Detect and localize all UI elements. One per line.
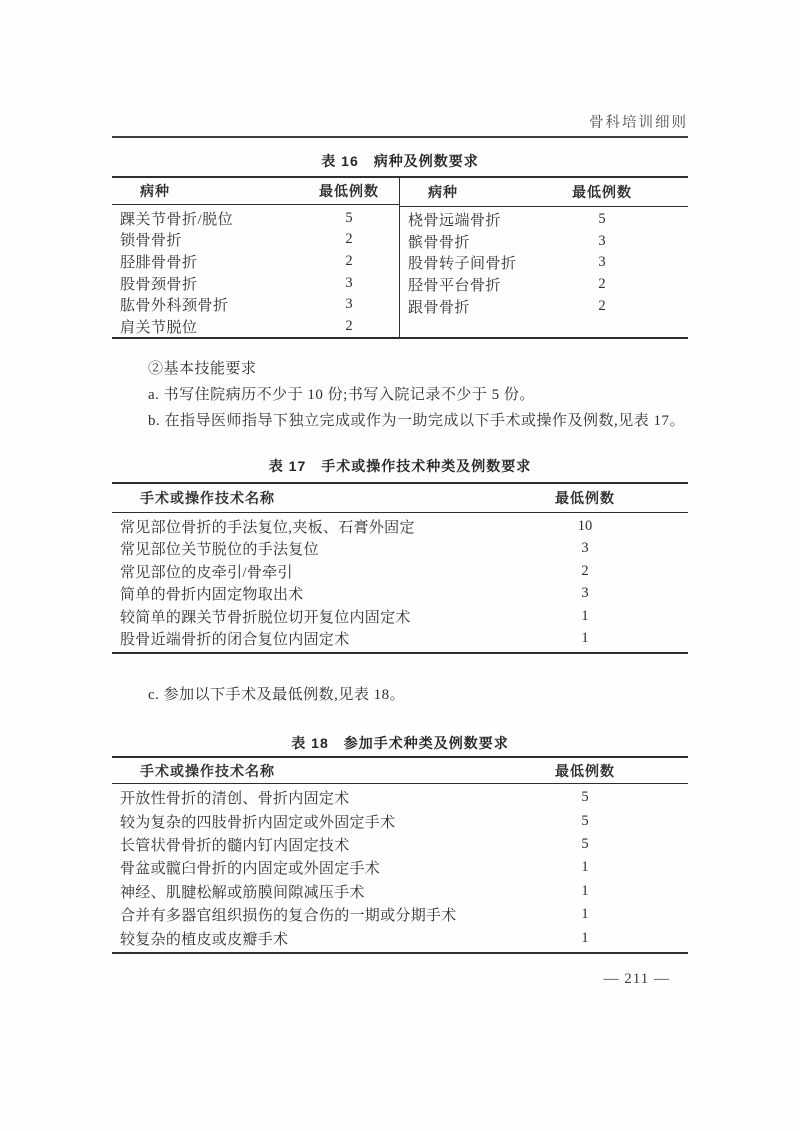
min-cases-value: 3 xyxy=(345,274,353,291)
min-cases-value: 2 xyxy=(581,562,589,579)
operation-name: 较简单的踝关节骨折脱位切开复位内固定术 xyxy=(120,609,411,626)
table-row xyxy=(112,560,688,583)
note-item-c: c. 参加以下手术及最低例数,见表 18。 xyxy=(148,687,406,703)
min-cases-value: 3 xyxy=(581,540,589,557)
disease-name: 踝关节骨折/脱位 xyxy=(120,211,234,228)
table-row xyxy=(112,229,399,251)
column-header-min-cases: 最低例数 xyxy=(555,762,615,779)
min-cases-value: 2 xyxy=(598,297,606,314)
table16-right-half xyxy=(400,178,688,337)
table-row xyxy=(112,272,399,294)
operation-name: 合并有多器官组织损伤的复合伤的一期或分期手术 xyxy=(120,908,457,925)
min-cases-value: 5 xyxy=(581,812,589,829)
table-row xyxy=(112,251,399,273)
min-cases-value: 5 xyxy=(345,209,353,226)
table18-rows xyxy=(112,784,688,952)
min-cases-value: 2 xyxy=(598,276,606,293)
table-row xyxy=(400,209,688,231)
table-row xyxy=(112,294,399,316)
table17-header xyxy=(112,484,688,513)
column-header-min-cases: 最低例数 xyxy=(319,183,379,200)
operation-name: 骨盆或髋臼骨折的内固定或外固定手术 xyxy=(120,861,381,878)
operation-name: 开放性骨折的清创、骨折内固定术 xyxy=(120,791,350,808)
disease-name: 肱骨外科颈骨折 xyxy=(120,298,229,315)
table-row xyxy=(400,274,688,296)
note-item-a: a. 书写住院病历不少于 10 份;书写入院记录不少于 5 份。 xyxy=(148,386,535,403)
table-row xyxy=(112,833,688,856)
table-row xyxy=(112,903,688,926)
operation-name: 常见部位骨折的手法复位,夹板、石膏外固定 xyxy=(120,519,415,536)
table-row xyxy=(112,880,688,903)
page-number: — 211 — xyxy=(603,971,670,987)
min-cases-value: 1 xyxy=(581,630,589,647)
table16-title: 表 16 病种及例数要求 xyxy=(321,153,479,169)
disease-name: 桡骨远端骨折 xyxy=(408,213,502,230)
disease-name: 跟骨骨折 xyxy=(408,299,471,316)
operation-name: 长管状骨骨折的髓内钉内固定技术 xyxy=(120,838,350,855)
header-rule xyxy=(112,136,688,138)
min-cases-value: 5 xyxy=(581,789,589,806)
table-row xyxy=(112,856,688,879)
min-cases-value: 3 xyxy=(581,585,589,602)
table16 xyxy=(112,176,688,339)
min-cases-value: 2 xyxy=(345,231,353,248)
column-header-min-cases: 最低例数 xyxy=(572,184,632,200)
operation-name: 股骨近端骨折的闭合复位内固定术 xyxy=(120,632,350,649)
disease-name: 髌骨骨折 xyxy=(408,234,471,251)
table16-left-rows xyxy=(112,205,399,337)
min-cases-value: 1 xyxy=(581,882,589,899)
note-heading-basic-skills: ②基本技能要求 xyxy=(148,361,257,377)
min-cases-value: 2 xyxy=(345,317,353,334)
min-cases-value: 3 xyxy=(598,232,606,249)
min-cases-value: 3 xyxy=(345,296,353,313)
table16-left-half xyxy=(112,178,400,337)
min-cases-value: 5 xyxy=(598,211,606,228)
disease-name: 肩关节脱位 xyxy=(120,319,198,336)
min-cases-value: 1 xyxy=(581,607,589,624)
operation-name: 较复杂的植皮或皮瓣手术 xyxy=(120,931,289,948)
running-head: 骨科培训细则 xyxy=(589,115,688,131)
min-cases-value: 1 xyxy=(581,929,589,946)
table-row xyxy=(112,786,688,809)
column-header-disease: 病种 xyxy=(428,184,458,200)
table-row xyxy=(400,231,688,253)
column-header-operation-name: 手术或操作技术名称 xyxy=(140,762,275,779)
min-cases-value: 1 xyxy=(581,906,589,923)
table-row xyxy=(400,295,688,317)
table-row xyxy=(112,207,399,229)
column-header-disease: 病种 xyxy=(140,183,170,200)
operation-name: 常见部位的皮牵引/骨牵引 xyxy=(120,564,293,581)
table-row xyxy=(112,583,688,606)
operation-name: 神经、肌腱松解或筋膜间隙减压手术 xyxy=(120,884,365,901)
disease-name: 胫骨平台骨折 xyxy=(408,278,502,295)
notes-paragraph xyxy=(148,357,696,434)
operation-name: 简单的骨折内固定物取出术 xyxy=(120,587,304,604)
min-cases-value: 2 xyxy=(345,252,353,269)
min-cases-value: 10 xyxy=(577,517,593,534)
table18 xyxy=(112,756,688,954)
min-cases-value: 5 xyxy=(581,836,589,853)
table17-rows xyxy=(112,513,688,652)
table17 xyxy=(112,482,688,654)
table-row xyxy=(112,628,688,651)
disease-name: 股骨颈骨折 xyxy=(120,276,198,293)
table-row xyxy=(400,252,688,274)
table-row xyxy=(112,538,688,561)
table16-right-header xyxy=(400,178,688,207)
disease-name: 锁骨骨折 xyxy=(120,233,183,250)
operation-name: 常见部位关节脱位的手法复位 xyxy=(120,542,319,559)
table18-header xyxy=(112,758,688,784)
column-header-min-cases: 最低例数 xyxy=(555,490,615,506)
table-row xyxy=(112,315,399,337)
disease-name: 胫腓骨骨折 xyxy=(120,254,198,271)
disease-name: 股骨转子间骨折 xyxy=(408,256,517,273)
table18-title: 表 18 参加手术种类及例数要求 xyxy=(291,735,509,751)
table-row xyxy=(112,605,688,628)
table16-left-header xyxy=(112,178,399,205)
operation-name: 较为复杂的四肢骨折内固定或外固定手术 xyxy=(120,814,396,831)
note-item-b: b. 在指导医师指导下独立完成或作为一助完成以下手术或操作及例数,见表 17。 xyxy=(148,412,686,429)
table-row xyxy=(112,515,688,538)
min-cases-value: 3 xyxy=(598,254,606,271)
column-header-operation-name: 手术或操作技术名称 xyxy=(140,490,275,506)
table-row xyxy=(112,927,688,950)
table-row xyxy=(112,809,688,832)
table16-right-rows xyxy=(400,207,688,337)
table17-title: 表 17 手术或操作技术种类及例数要求 xyxy=(268,458,532,474)
min-cases-value: 1 xyxy=(581,859,589,876)
